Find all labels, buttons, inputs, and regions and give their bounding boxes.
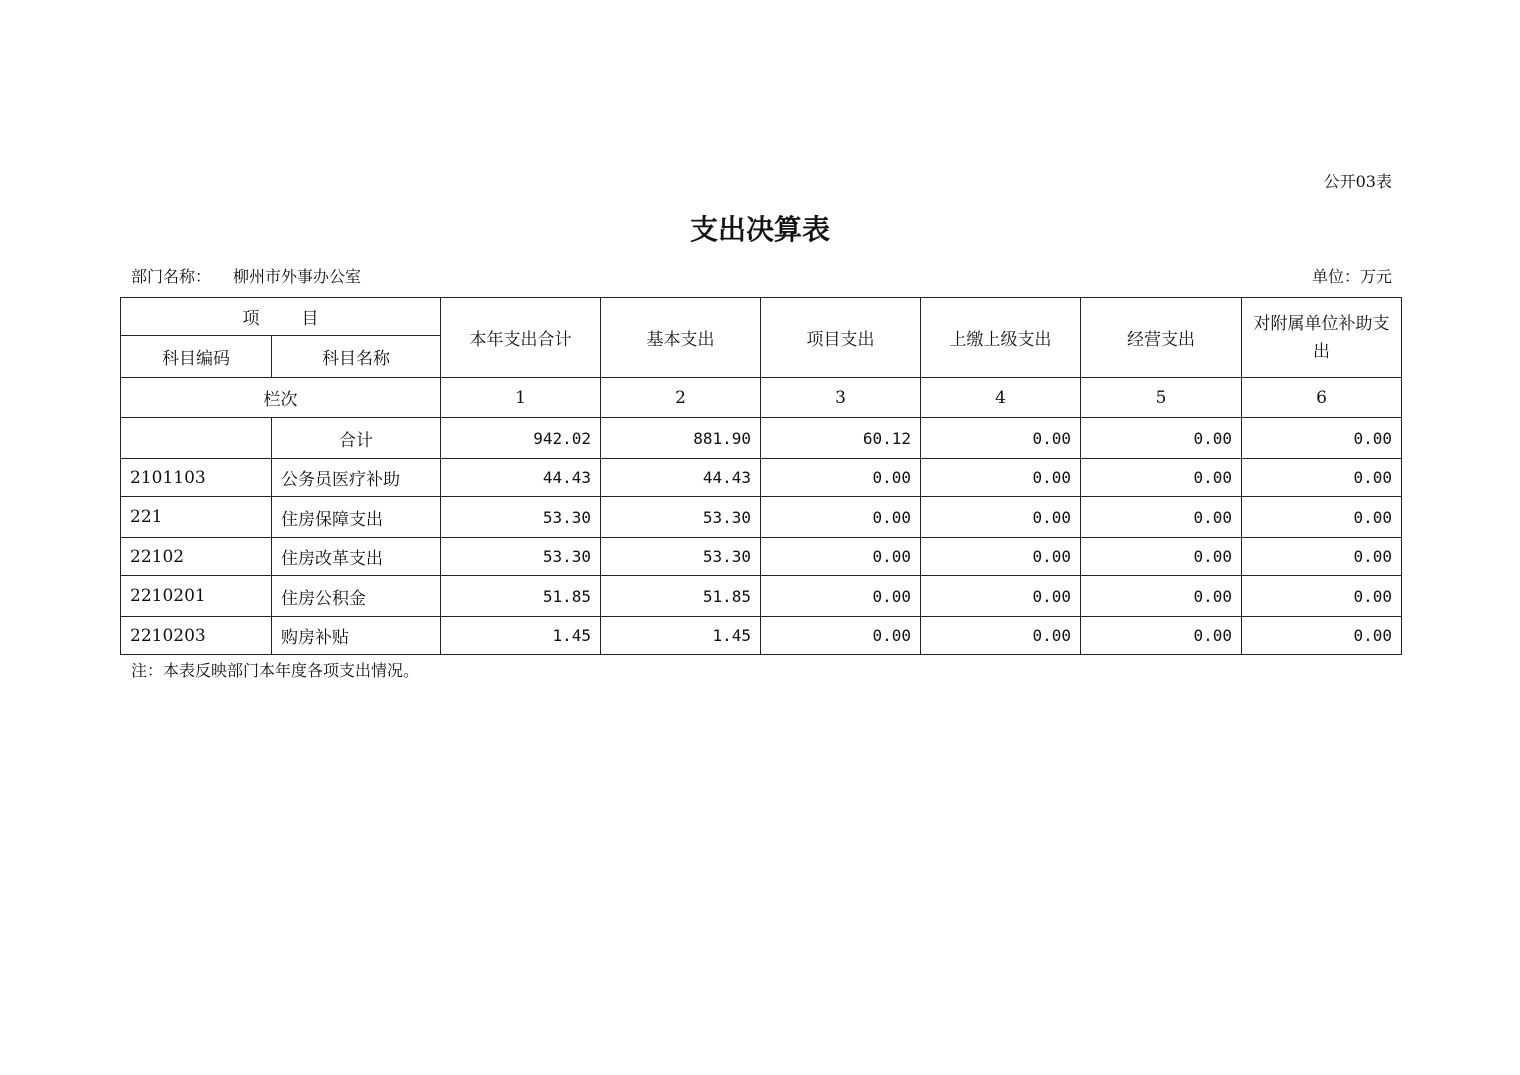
column-number: 3 xyxy=(761,378,921,418)
unit-label: 单位：万元 xyxy=(1311,267,1392,286)
header-business: 经营支出 xyxy=(1081,298,1242,378)
department-value: 柳州市外事办公室 xyxy=(233,267,362,286)
row-value: 0.00 xyxy=(1081,576,1242,617)
row-value: 0.00 xyxy=(921,617,1081,655)
row-value: 0.00 xyxy=(921,497,1081,538)
header-total: 本年支出合计 xyxy=(441,298,601,378)
table-row xyxy=(121,538,1402,576)
row-name: 住房公积金 xyxy=(272,576,441,617)
row-value: 0.00 xyxy=(921,459,1081,497)
header-basic: 基本支出 xyxy=(601,298,761,378)
total-value: 881.90 xyxy=(601,418,761,459)
row-value: 44.43 xyxy=(441,459,601,497)
row-value: 0.00 xyxy=(1081,617,1242,655)
table-row xyxy=(121,617,1402,655)
table-row xyxy=(121,576,1402,617)
row-name: 公务员医疗补助 xyxy=(272,459,441,497)
header-row-1 xyxy=(121,298,1402,336)
row-value: 0.00 xyxy=(1242,459,1402,497)
row-value: 0.00 xyxy=(1242,617,1402,655)
header-upper: 上缴上级支出 xyxy=(921,298,1081,378)
table-note: 注：本表反映部门本年度各项支出情况。 xyxy=(131,661,420,680)
department-line xyxy=(131,266,361,288)
row-value: 0.00 xyxy=(761,459,921,497)
header-subject-name: 科目名称 xyxy=(272,336,441,378)
row-value: 51.85 xyxy=(601,576,761,617)
column-number: 6 xyxy=(1242,378,1402,418)
row-value: 0.00 xyxy=(1242,497,1402,538)
row-name: 住房保障支出 xyxy=(272,497,441,538)
row-value: 0.00 xyxy=(1081,459,1242,497)
column-index-row xyxy=(121,378,1402,418)
page-title: 支出决算表 xyxy=(689,213,830,246)
row-code: 22102 xyxy=(121,538,272,576)
row-code: 221 xyxy=(121,497,272,538)
total-row xyxy=(121,418,1402,459)
column-index-label: 栏次 xyxy=(121,378,441,418)
total-value: 0.00 xyxy=(921,418,1081,459)
expense-table xyxy=(120,297,1402,655)
row-value: 0.00 xyxy=(1242,538,1402,576)
row-code: 2101103 xyxy=(121,459,272,497)
column-number: 2 xyxy=(601,378,761,418)
row-value: 0.00 xyxy=(1242,576,1402,617)
row-value: 0.00 xyxy=(761,497,921,538)
row-value: 1.45 xyxy=(441,617,601,655)
row-value: 0.00 xyxy=(921,538,1081,576)
total-code xyxy=(121,418,272,459)
row-code: 2210203 xyxy=(121,617,272,655)
column-number: 4 xyxy=(921,378,1081,418)
table-row xyxy=(121,459,1402,497)
row-value: 0.00 xyxy=(1081,497,1242,538)
table-row xyxy=(121,497,1402,538)
column-number: 1 xyxy=(441,378,601,418)
row-value: 1.45 xyxy=(601,617,761,655)
column-number: 5 xyxy=(1081,378,1242,418)
row-value: 0.00 xyxy=(761,617,921,655)
total-name: 合计 xyxy=(272,418,441,459)
row-value: 0.00 xyxy=(1081,538,1242,576)
total-value: 60.12 xyxy=(761,418,921,459)
row-value: 53.30 xyxy=(601,538,761,576)
header-subsidiary: 对附属单位补助支出 xyxy=(1242,298,1402,378)
row-value: 53.30 xyxy=(441,538,601,576)
row-value: 0.00 xyxy=(921,576,1081,617)
row-name: 住房改革支出 xyxy=(272,538,441,576)
header-item-right: 目 xyxy=(301,309,319,329)
row-value: 0.00 xyxy=(761,576,921,617)
row-value: 53.30 xyxy=(441,497,601,538)
row-value: 51.85 xyxy=(441,576,601,617)
total-value: 942.02 xyxy=(441,418,601,459)
row-code: 2210201 xyxy=(121,576,272,617)
department-label: 部门名称： xyxy=(131,267,212,286)
row-value: 53.30 xyxy=(601,497,761,538)
header-item xyxy=(121,298,441,336)
total-value: 0.00 xyxy=(1081,418,1242,459)
row-value: 0.00 xyxy=(761,538,921,576)
form-code: 公开03表 xyxy=(1323,172,1392,191)
row-name: 购房补贴 xyxy=(272,617,441,655)
header-subject-code: 科目编码 xyxy=(121,336,272,378)
header-item-left: 项 xyxy=(242,309,260,329)
total-value: 0.00 xyxy=(1242,418,1402,459)
row-value: 44.43 xyxy=(601,459,761,497)
header-project: 项目支出 xyxy=(761,298,921,378)
